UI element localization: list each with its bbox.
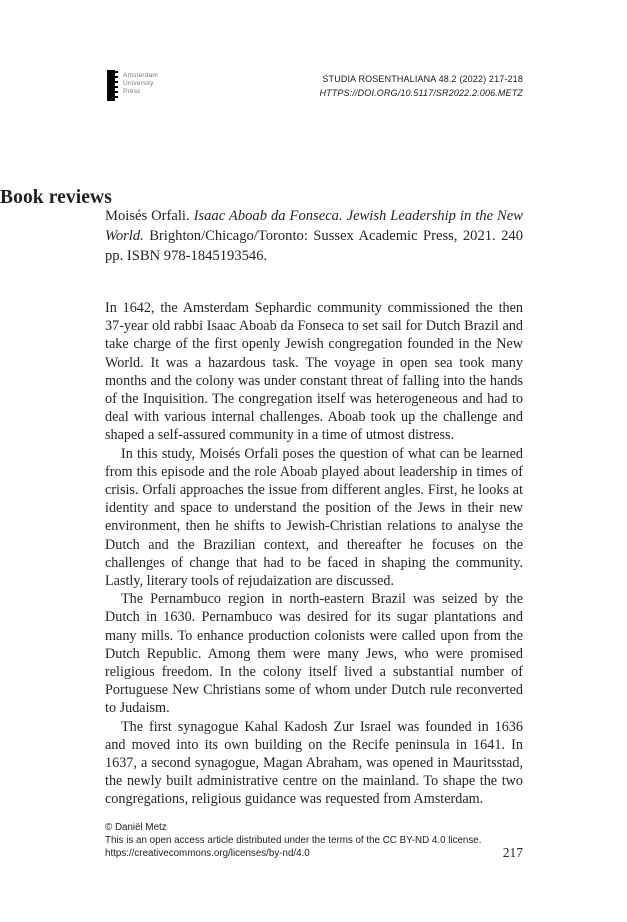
publisher-logo-line: Press — [123, 87, 141, 95]
body-paragraph: In this study, Moisés Orfali poses the question of what can be learned from this episode and the role Aboab played about leadership in times of crisis. Orfali approaches the issue from different angles. First, he looks at identity and space to understand the position of the Jews in their new environment, then he shifts to Jewish-Christian relations to analyse the Dutch and the Brazilian context, and thereafter he focuses on the challenges of change that had to be faced in shaping the community. Lastly, literary tools of rejudaization are discussed. — [105, 445, 523, 590]
body-paragraph: The Pernambuco region in north-eastern Brazil was seized by the Dutch in 1630. Pernambuco was desired for its sugar plantations and many mills. To enhance production colonists were called upon from the Dutch Republic. Among them were many Jews, who were promised religious freedom. In the colony itself lived a substantial number of Portuguese New Christians some of whom under Dutch rule reconverted to Judaism. — [105, 591, 523, 717]
journal-header — [319, 73, 523, 100]
citation-imprint: Brighton/Chicago/Toronto: Sussex Academic Press, 2021. 240 pp. ISBN 978-1845193546. — [105, 227, 523, 264]
book-citation — [105, 207, 523, 266]
publisher-logo-line: Amsterdam — [123, 72, 159, 79]
body-paragraph: In 1642, the Amsterdam Sephardic community commissioned the then 37-year old rabbi Isaac Aboab da Fonseca to set sail for Dutch Brazil and take charge of the first openly Jewish congregation founded in the New World. It was a hazardous task. The voyage in open sea took many months and the colony was under constant threat of falling into the hands of the Inquisition. The congregation itself was heterogeneous and had to deal with various internal challenges. Aboab took up the challenge and shaped a self-assured community in a time of utmost distress. — [105, 300, 523, 444]
license-url-link[interactable]: https://creativecommons.org/licenses/by-nd/4.0 — [105, 848, 310, 860]
license-line: This is an open access article distributed under the terms of the CC BY-ND 4.0 license. — [105, 835, 482, 847]
page-title: Book reviews — [0, 187, 112, 209]
publisher-logo-text — [123, 70, 158, 95]
citation-book-title: Isaac Aboab da Fonseca. Jewish Leadership in the New World. — [105, 208, 523, 244]
review-body — [105, 299, 523, 809]
doi-link[interactable]: HTTPS://DOI.ORG/10.5117/SR2022.2.006.METZ — [319, 87, 523, 98]
publisher-logo-line: University — [123, 79, 154, 87]
copyright-line: © Daniël Metz — [105, 822, 167, 833]
footer — [105, 821, 523, 861]
body-paragraph: The first synagogue Kahal Kadosh Zur Israel was founded in 1636 and moved into its own building on the Recife peninsula in 1641. In 1637, a second synagogue, Magan Abraham, was opened in Mauritsstad, the newly built administrative centre on the mainland. To shape the two congregations, religious guidance was requested from Amsterdam. — [105, 718, 523, 808]
publisher-logo — [107, 70, 158, 101]
citation-author: Moisés Orfali. — [105, 208, 194, 224]
page-number: 217 — [502, 845, 523, 860]
journal-citation-line: STUDIA ROSENTHALIANA 48.2 (2022) 217-218 — [322, 74, 523, 84]
publisher-logo-icon — [107, 70, 115, 101]
